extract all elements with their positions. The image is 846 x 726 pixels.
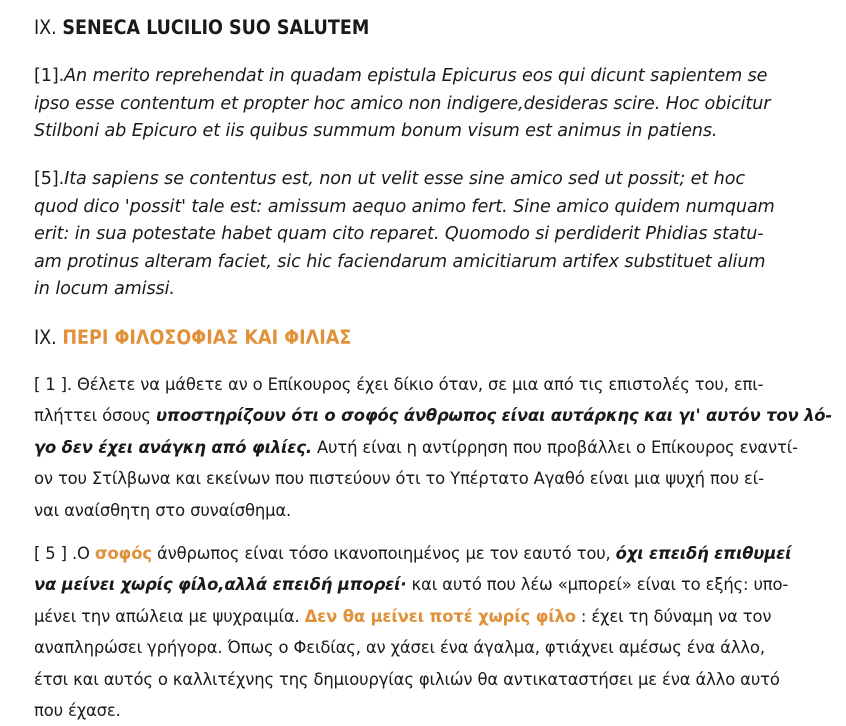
greek-p5-line-4: αναπληρώσει γρήγορα. Όπως ο Φειδίας, αν χάσει ένα άγαλμα, φτιάχνει αμέσως ένα άλλο,: [34, 638, 765, 658]
greek-p1-emphasis: υποστηρίζουν ότι ο σοφός άνθρωπος είναι αυτάρκης και γι' αυτόν τον λό-: [155, 406, 833, 426]
greek-p5-line-3: μένει την απώλεια με ψυχραιμία. Δεν θα μείνει ποτέ χωρίς φίλο : έχει τη δύναμη να τον: [34, 606, 772, 626]
greek-paragraph-5: [34, 538, 834, 726]
greek-section-heading: [34, 324, 351, 352]
latin-section-number: IX.: [34, 16, 57, 39]
greek-p5-line-5: έτσι και αυτός ο καλλιτέχνης της δημιουργίας φιλιών θα αντικαταστήσει με ένα άλλο αυτό: [34, 669, 780, 689]
greek-p5-line-2: να μείνει χωρίς φίλο,αλλά επειδή μπορεί· και αυτό που λέω «μπορεί» είναι το εξής: υπο-: [34, 575, 789, 595]
greek-p1-emphasis-cont: γο δεν έχει ανάγκη από φιλίες.: [34, 437, 312, 457]
greek-p1-line-4: ον του Στίλβωνα και εκείνων που πιστεύουν ότι το Υπέρτατο Αγαθό είναι μια ψυχή που εί-: [34, 469, 764, 489]
latin-p5-line-3: erit: in sua potestate habet quam cito reparet. Quomodo si perdiderit Phidias statu-: [34, 224, 764, 245]
latin-paragraph-5: [34, 166, 834, 304]
latin-p5-line-4: am protinus alteram faciet, sic hic faciendarum amicitiarum artifex substituet alium: [34, 251, 766, 272]
greek-p5-marker: [ 5 ]: [34, 544, 67, 563]
greek-p1-line-2: πλήττει όσους υποστηρίζουν ότι ο σοφός άνθρωπος είναι αυτάρκης και γι' αυτόν τον λό-: [34, 406, 833, 426]
latin-section-title: SENECA LUCILIO SUO SALUTEM: [62, 16, 370, 39]
greek-p1-line-3: γο δεν έχει ανάγκη από φιλίες. Αυτή είναι η αντίρρηση που προβάλλει ο Επίκουρος εναντί-: [34, 437, 798, 457]
greek-p5-line-6: που έχασε.: [34, 701, 121, 721]
latin-section-heading: [34, 14, 369, 42]
latin-paragraph-1: [34, 63, 834, 146]
greek-p1-line-1: [ 1 ]. Θέλετε να μάθετε αν ο Επίκουρος έχει δίκιο όταν, σε μια από τις επιστολές του, επι-: [34, 375, 764, 394]
latin-p1-line-1: [1].An merito reprehendat in quadam epistula Epicurus eos qui dicunt sapientem se: [34, 66, 768, 86]
greek-p1-line-5: ναι αναίσθητη στο συναίσθημα.: [34, 500, 292, 520]
greek-section-title: ΠΕΡΙ ΦΙΛΟΣΟΦΙΑΣ ΚΑΙ ΦΙΛΙΑΣ: [62, 326, 352, 349]
greek-section-number: IX.: [34, 326, 57, 349]
latin-p5-marker: [5].: [34, 169, 65, 189]
latin-p5-line-5: in locum amissi.: [34, 279, 175, 300]
latin-p1-marker: [1].: [34, 66, 65, 86]
greek-p5-line-1: [ 5 ] .Ο σοφός άνθρωπος είναι τόσο ικανοποιημένος με τον εαυτό του, όχι επειδή επιθυμεί: [34, 544, 792, 563]
latin-p5-line-1: [5].Ita sapiens se contentus est, non ut velit esse sine amico sed ut possit; et hoc: [34, 169, 745, 189]
greek-p1-marker: [ 1 ].: [34, 375, 72, 394]
greek-p5-highlight-sofos: σοφός: [94, 544, 152, 563]
latin-p5-line-2: quod dico 'possit' tale est: amissum aequo animo fert. Sine amico quidem numquam: [34, 196, 775, 217]
greek-p5-emphasis-cont: να μείνει χωρίς φίλο,αλλά επειδή μπορεί·: [34, 575, 407, 595]
latin-p1-line-3: Stilboni ab Epicuro et iis quibus summum bonum visum est animus in patiens.: [34, 121, 718, 142]
latin-p1-line-2: ipso esse contentum et propter hoc amico non indigere,desideras scire. Hoc obicitur: [34, 93, 771, 114]
greek-p5-highlight-phrase: Δεν θα μείνει ποτέ χωρίς φίλο: [304, 606, 576, 626]
greek-paragraph-1: [34, 369, 834, 526]
greek-p5-emphasis: όχι επειδή επιθυμεί: [615, 544, 792, 563]
